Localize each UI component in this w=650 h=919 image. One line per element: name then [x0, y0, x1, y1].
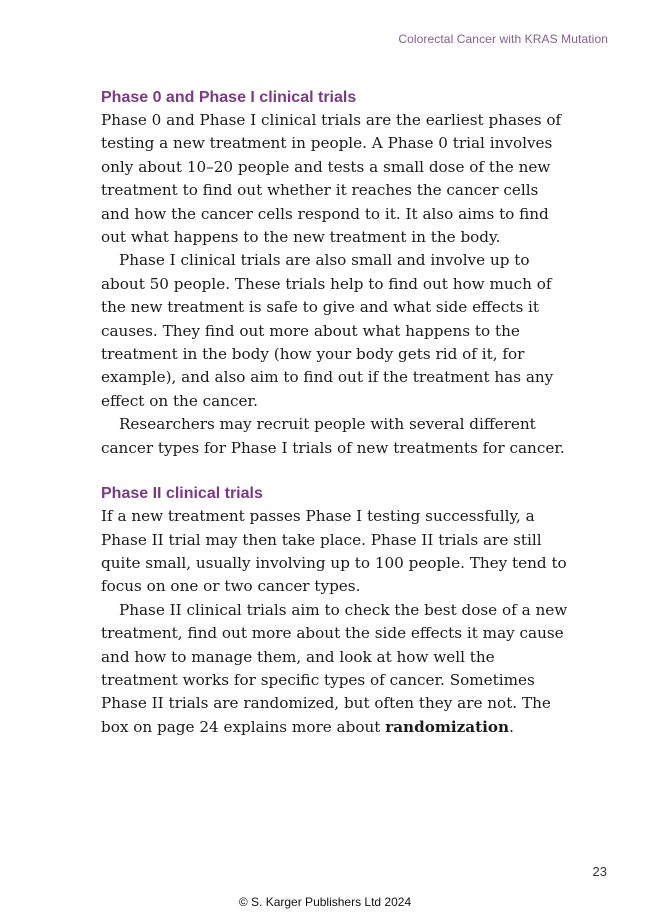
running-header: Colorectal Cancer with KRAS Mutation	[398, 32, 608, 46]
sentence-end: .	[509, 717, 514, 736]
page-body	[101, 86, 571, 739]
paragraph-text: Phase II clinical trials aim to check the best dose of a new treatment, find out more about the side effects it may cause and how to manage them, and look at how well the treatment works for specific types of cancer. Sometimes Phase II trials are randomized, but often they are not. The box on page 24 explains more about	[101, 600, 568, 736]
paragraph: If a new treatment passes Phase I testing successfully, a Phase II trial may then take place. Phase II trials are still quite small, usually involving up to 100 people. They tend to focus on one or two cancer types.	[101, 507, 567, 596]
section-heading-phase-0-i: Phase 0 and Phase I clinical trials	[101, 89, 357, 106]
paragraph: Phase I clinical trials are also small and involve up to about 50 people. These trials help to find out how much of the new treatment is safe to give and what side effects it causes. They find out more about what happens to the treatment in the body (how your body gets rid of it, for example), and also aim to find out if the treatment has any effect on the cancer.	[101, 251, 554, 410]
copyright-notice: © S. Karger Publishers Ltd 2024	[238, 895, 412, 909]
paragraph: Phase 0 and Phase I clinical trials are the earliest phases of testing a new treatment in people. A Phase 0 trial involves only about 10–20 people and tests a small dose of the new treatment to find out whether it reaches the cancer cells and how the cancer cells respond to it. It also aims to find out what happens to the new treatment in the body.	[101, 111, 562, 247]
paragraph	[101, 599, 571, 739]
page-number: 23	[592, 864, 607, 879]
section-heading-phase-ii: Phase II clinical trials	[101, 485, 263, 503]
glossary-term-randomization: randomization	[385, 717, 510, 736]
paragraph: Researchers may recruit people with several different cancer types for Phase I trials of new treatments for cancer.	[101, 415, 565, 457]
section-spacer	[101, 460, 571, 482]
